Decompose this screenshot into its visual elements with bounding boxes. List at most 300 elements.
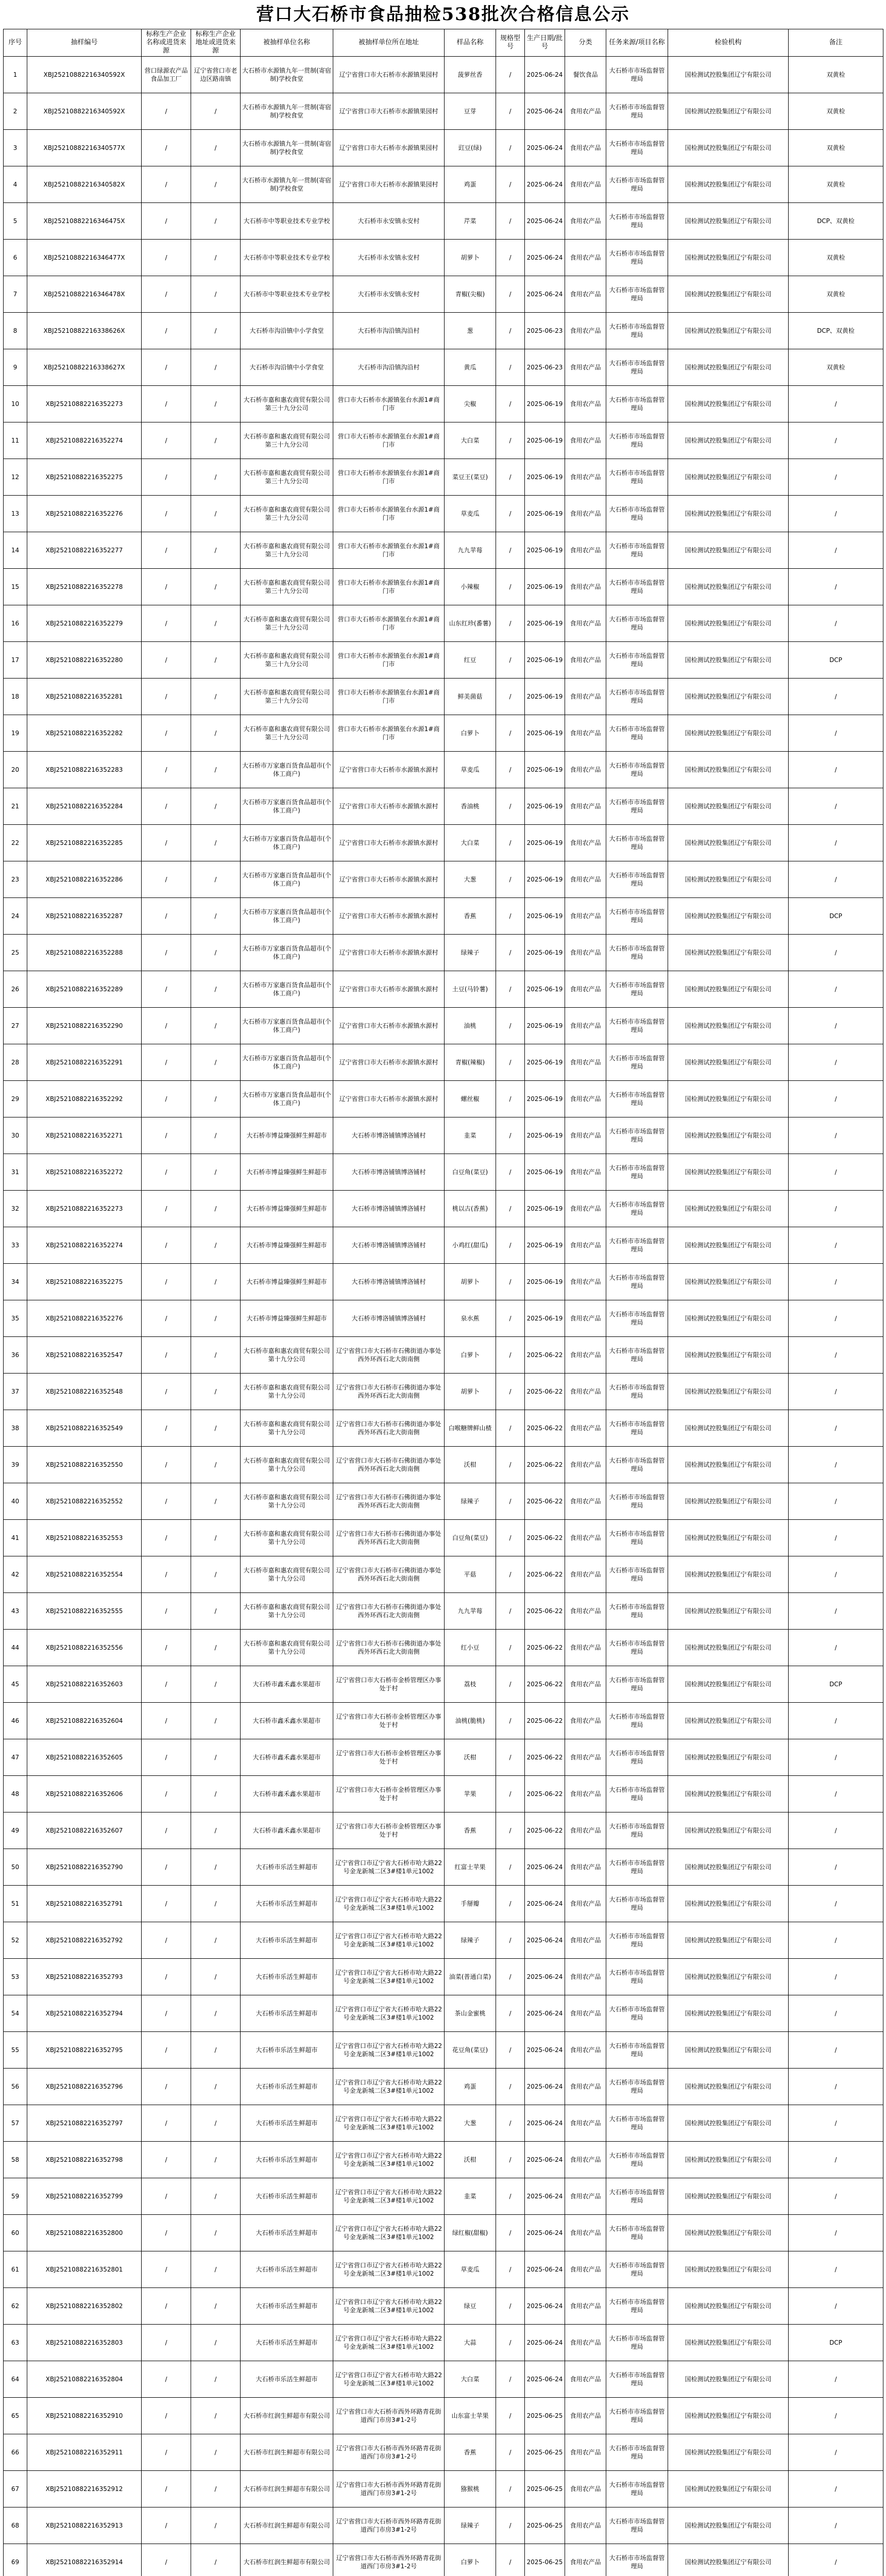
cell-category: 食用农产品 xyxy=(565,313,606,349)
cell-unit-name: 大石桥市万家惠百货食品超市(个体工商户) xyxy=(241,861,333,898)
cell-date: 2025-06-24 xyxy=(525,1959,565,1995)
column-header: 抽样编号 xyxy=(27,29,142,57)
cell-unit-address: 营口市大石桥市水源镇张台水源1#商门市 xyxy=(333,386,445,422)
cell-task: 大石桥市市场监督管理局 xyxy=(606,1227,668,1264)
cell-source-address: / xyxy=(191,1776,241,1812)
cell-source-address: / xyxy=(191,1959,241,1995)
cell-note: / xyxy=(789,1227,883,1264)
cell-spec: / xyxy=(496,459,525,496)
cell-note: / xyxy=(789,2434,883,2471)
cell-source-address: / xyxy=(191,532,241,569)
cell-unit-name: 大石桥市万家惠百货食品超市(个体工商户) xyxy=(241,788,333,825)
cell-seq: 1 xyxy=(4,57,27,93)
cell-seq: 9 xyxy=(4,349,27,386)
cell-source-address: / xyxy=(191,1410,241,1447)
cell-source-name: / xyxy=(142,276,191,313)
cell-sample-code: XBJ25210882216352274 xyxy=(27,1227,142,1264)
table-row xyxy=(4,605,883,642)
cell-spec: / xyxy=(496,2361,525,2398)
cell-note: / xyxy=(789,1081,883,1117)
cell-spec: / xyxy=(496,2471,525,2507)
cell-unit-address: 辽宁省营口市辽宁省大石桥市哈大路22号金龙新城二区3#楼1单元1002 xyxy=(333,2069,445,2105)
cell-unit-name: 大石桥市嘉和惠农商贸有限公司第十九分公司 xyxy=(241,1556,333,1593)
cell-spec: / xyxy=(496,679,525,715)
cell-category: 食用农产品 xyxy=(565,569,606,605)
cell-sample-code: XBJ25210882216352275 xyxy=(27,1264,142,1300)
cell-note: / xyxy=(789,2398,883,2434)
cell-unit-address: 辽宁省营口市大石桥市水源镇果园村 xyxy=(333,93,445,130)
cell-source-name: / xyxy=(142,825,191,861)
cell-unit-name: 大石桥市红润生鲜超市有限公司 xyxy=(241,2544,333,2576)
cell-source-name: / xyxy=(142,1410,191,1447)
cell-source-address: / xyxy=(191,1300,241,1337)
cell-sample-code: XBJ25210882216352289 xyxy=(27,971,142,1008)
cell-source-address: / xyxy=(191,1337,241,1374)
cell-unit-name: 大石桥市万家惠百货食品超市(个体工商户) xyxy=(241,1008,333,1044)
cell-date: 2025-06-19 xyxy=(525,1191,565,1227)
cell-date: 2025-06-22 xyxy=(525,1556,565,1593)
cell-task: 大石桥市市场监督管理局 xyxy=(606,935,668,971)
cell-sample-code: XBJ25210882216352282 xyxy=(27,715,142,752)
table-row xyxy=(4,1300,883,1337)
cell-sample-code: XBJ25210882216352286 xyxy=(27,861,142,898)
cell-sample-code: XBJ25210882216352800 xyxy=(27,2215,142,2251)
results-table xyxy=(3,29,883,2576)
cell-note: / xyxy=(789,1300,883,1337)
cell-seq: 60 xyxy=(4,2215,27,2251)
cell-unit-address: 辽宁省营口市大石桥市水源镇果园村 xyxy=(333,57,445,93)
cell-category: 食用农产品 xyxy=(565,1995,606,2032)
cell-unit-address: 辽宁省营口市大石桥市西外环路青花街道西门市房3#1-2号 xyxy=(333,2544,445,2576)
cell-date: 2025-06-19 xyxy=(525,1044,565,1081)
table-row xyxy=(4,788,883,825)
cell-sample-code: XBJ25210882216352548 xyxy=(27,1374,142,1410)
cell-category: 食用农产品 xyxy=(565,532,606,569)
cell-unit-name: 大石桥市乐活生鲜超市 xyxy=(241,1922,333,1959)
column-header: 被抽样单位名称 xyxy=(241,29,333,57)
cell-source-address: / xyxy=(191,2398,241,2434)
cell-unit-address: 辽宁省营口市大石桥市水源镇水源村 xyxy=(333,971,445,1008)
cell-task: 大石桥市市场监督管理局 xyxy=(606,313,668,349)
table-row xyxy=(4,1922,883,1959)
cell-sample-code: XBJ25210882216352804 xyxy=(27,2361,142,2398)
cell-sample-name: 豇豆(绿) xyxy=(445,130,496,166)
cell-date: 2025-06-22 xyxy=(525,1812,565,1849)
cell-date: 2025-06-24 xyxy=(525,2142,565,2178)
cell-note: / xyxy=(789,459,883,496)
cell-lab: 国检测试控股集团辽宁有限公司 xyxy=(668,569,789,605)
cell-sample-code: XBJ25210882216352547 xyxy=(27,1337,142,1374)
table-row xyxy=(4,2178,883,2215)
cell-lab: 国检测试控股集团辽宁有限公司 xyxy=(668,2434,789,2471)
cell-sample-code: XBJ25210882216352556 xyxy=(27,1630,142,1666)
cell-note: / xyxy=(789,715,883,752)
cell-source-address: / xyxy=(191,1044,241,1081)
cell-category: 食用农产品 xyxy=(565,2471,606,2507)
cell-source-address: / xyxy=(191,1483,241,1520)
cell-lab: 国检测试控股集团辽宁有限公司 xyxy=(668,240,789,276)
cell-source-address: / xyxy=(191,1520,241,1556)
cell-spec: / xyxy=(496,349,525,386)
cell-sample-code: XBJ25210882216352605 xyxy=(27,1739,142,1776)
cell-task: 大石桥市市场监督管理局 xyxy=(606,2544,668,2576)
cell-source-address: / xyxy=(191,2251,241,2288)
cell-category: 食用农产品 xyxy=(565,1410,606,1447)
cell-lab: 国检测试控股集团辽宁有限公司 xyxy=(668,496,789,532)
cell-unit-address: 辽宁省营口市大石桥市金桥管理区办事处于村 xyxy=(333,1776,445,1812)
cell-source-address: / xyxy=(191,130,241,166)
cell-source-name: / xyxy=(142,1703,191,1739)
cell-source-name: / xyxy=(142,1886,191,1922)
cell-category: 食用农产品 xyxy=(565,2507,606,2544)
cell-lab: 国检测试控股集团辽宁有限公司 xyxy=(668,203,789,240)
cell-unit-address: 辽宁省营口市辽宁省大石桥市哈大路22号金龙新城二区3#楼1单元1002 xyxy=(333,2215,445,2251)
cell-unit-address: 营口市大石桥市水源镇张台水源1#商门市 xyxy=(333,496,445,532)
cell-source-address: / xyxy=(191,642,241,679)
cell-spec: / xyxy=(496,1849,525,1886)
cell-note: DCP xyxy=(789,898,883,935)
cell-date: 2025-06-19 xyxy=(525,459,565,496)
cell-source-address: / xyxy=(191,1593,241,1630)
cell-spec: / xyxy=(496,313,525,349)
cell-sample-name: 香油桃 xyxy=(445,788,496,825)
cell-task: 大石桥市市场监督管理局 xyxy=(606,1739,668,1776)
cell-unit-address: 大石桥市永安镇永安村 xyxy=(333,203,445,240)
cell-sample-code: XBJ25210882216352276 xyxy=(27,496,142,532)
table-row xyxy=(4,496,883,532)
cell-source-address: / xyxy=(191,203,241,240)
cell-source-name: / xyxy=(142,2325,191,2361)
cell-unit-address: 辽宁省营口市大石桥市石佛街道办事处西外环西石北大街南侧 xyxy=(333,1556,445,1593)
cell-seq: 17 xyxy=(4,642,27,679)
cell-seq: 12 xyxy=(4,459,27,496)
cell-spec: / xyxy=(496,1776,525,1812)
cell-task: 大石桥市市场监督管理局 xyxy=(606,679,668,715)
cell-seq: 52 xyxy=(4,1922,27,1959)
cell-note: / xyxy=(789,935,883,971)
cell-sample-code: XBJ25210882216352604 xyxy=(27,1703,142,1739)
cell-task: 大石桥市市场监督管理局 xyxy=(606,276,668,313)
cell-spec: / xyxy=(496,2398,525,2434)
table-row xyxy=(4,715,883,752)
cell-sample-name: 山东富士苹果 xyxy=(445,2398,496,2434)
cell-date: 2025-06-19 xyxy=(525,386,565,422)
table-row xyxy=(4,1776,883,1812)
cell-seq: 4 xyxy=(4,166,27,203)
cell-lab: 国检测试控股集团辽宁有限公司 xyxy=(668,386,789,422)
cell-sample-name: 九九苹莓 xyxy=(445,532,496,569)
cell-sample-name: 白豆角(菜豆) xyxy=(445,1154,496,1191)
cell-category: 食用农产品 xyxy=(565,1556,606,1593)
cell-unit-name: 大石桥市博益臻强鲜生鲜超市 xyxy=(241,1300,333,1337)
cell-task: 大石桥市市场监督管理局 xyxy=(606,1337,668,1374)
cell-seq: 55 xyxy=(4,2032,27,2069)
cell-source-name: / xyxy=(142,569,191,605)
cell-task: 大石桥市市场监督管理局 xyxy=(606,1044,668,1081)
cell-sample-name: 鸡蛋 xyxy=(445,166,496,203)
cell-task: 大石桥市市场监督管理局 xyxy=(606,2178,668,2215)
cell-note: 双黄检 xyxy=(789,57,883,93)
column-header: 标称生产企业地址或进货来源 xyxy=(191,29,241,57)
table-row xyxy=(4,971,883,1008)
cell-date: 2025-06-22 xyxy=(525,1593,565,1630)
cell-task: 大石桥市市场监督管理局 xyxy=(606,1666,668,1703)
cell-date: 2025-06-19 xyxy=(525,1008,565,1044)
cell-sample-name: 红富士苹果 xyxy=(445,1849,496,1886)
cell-unit-name: 大石桥市万家惠百货食品超市(个体工商户) xyxy=(241,935,333,971)
cell-task: 大石桥市市场监督管理局 xyxy=(606,1556,668,1593)
cell-category: 食用农产品 xyxy=(565,422,606,459)
cell-task: 大石桥市市场监督管理局 xyxy=(606,349,668,386)
cell-unit-address: 营口市大石桥市水源镇张台水源1#商门市 xyxy=(333,422,445,459)
cell-task: 大石桥市市场监督管理局 xyxy=(606,422,668,459)
cell-date: 2025-06-25 xyxy=(525,2544,565,2576)
cell-unit-address: 营口市大石桥市水源镇张台水源1#商门市 xyxy=(333,605,445,642)
cell-spec: / xyxy=(496,2032,525,2069)
cell-unit-name: 大石桥市红润生鲜超市有限公司 xyxy=(241,2434,333,2471)
cell-unit-name: 大石桥市沟沿镇中小学食堂 xyxy=(241,313,333,349)
cell-unit-name: 大石桥市万家惠百货食品超市(个体工商户) xyxy=(241,1081,333,1117)
cell-lab: 国检测试控股集团辽宁有限公司 xyxy=(668,2251,789,2288)
table-row xyxy=(4,386,883,422)
cell-unit-address: 辽宁省营口市大石桥市石佛街道办事处西外环西石北大街南侧 xyxy=(333,1593,445,1630)
cell-sample-name: 土豆(马铃薯) xyxy=(445,971,496,1008)
cell-date: 2025-06-22 xyxy=(525,1337,565,1374)
cell-spec: / xyxy=(496,2325,525,2361)
cell-sample-name: 韭菜 xyxy=(445,2178,496,2215)
cell-task: 大石桥市市场监督管理局 xyxy=(606,2288,668,2325)
cell-source-address: / xyxy=(191,2032,241,2069)
cell-unit-address: 辽宁省营口市大石桥市石佛街道办事处西外环西石北大街南侧 xyxy=(333,1374,445,1410)
cell-lab: 国检测试控股集团辽宁有限公司 xyxy=(668,1117,789,1154)
cell-spec: / xyxy=(496,1520,525,1556)
cell-unit-name: 大石桥市万家惠百货食品超市(个体工商户) xyxy=(241,752,333,788)
cell-note: / xyxy=(789,2361,883,2398)
cell-seq: 23 xyxy=(4,861,27,898)
cell-note: / xyxy=(789,1849,883,1886)
cell-sample-code: XBJ25210882216352798 xyxy=(27,2142,142,2178)
cell-spec: / xyxy=(496,715,525,752)
cell-unit-name: 大石桥市嘉和惠农商贸有限公司第三十九分公司 xyxy=(241,422,333,459)
cell-note: / xyxy=(789,569,883,605)
cell-sample-code: XBJ25210882216352288 xyxy=(27,935,142,971)
table-row xyxy=(4,1154,883,1191)
cell-sample-name: 绿辣子 xyxy=(445,2507,496,2544)
cell-category: 食用农产品 xyxy=(565,2105,606,2142)
cell-unit-address: 辽宁省营口市大石桥市金桥管理区办事处于村 xyxy=(333,1666,445,1703)
cell-note: / xyxy=(789,2069,883,2105)
table-row xyxy=(4,1812,883,1849)
cell-unit-address: 辽宁省营口市大石桥市西外环路青花街道西门市房3#1-2号 xyxy=(333,2434,445,2471)
cell-source-name: / xyxy=(142,605,191,642)
cell-task: 大石桥市市场监督管理局 xyxy=(606,2398,668,2434)
cell-source-address: / xyxy=(191,679,241,715)
cell-lab: 国检测试控股集团辽宁有限公司 xyxy=(668,1264,789,1300)
cell-unit-name: 大石桥市博益臻强鲜生鲜超市 xyxy=(241,1264,333,1300)
cell-lab: 国检测试控股集团辽宁有限公司 xyxy=(668,2325,789,2361)
table-row xyxy=(4,1995,883,2032)
cell-sample-name: 茶山金蜜桃 xyxy=(445,1995,496,2032)
cell-unit-name: 大石桥市嘉和惠农商贸有限公司第三十九分公司 xyxy=(241,605,333,642)
cell-source-address: / xyxy=(191,1374,241,1410)
cell-sample-name: 大葱 xyxy=(445,2105,496,2142)
cell-sample-name: 香蕉 xyxy=(445,898,496,935)
cell-unit-address: 辽宁省营口市大石桥市西外环路青花街道西门市房3#1-2号 xyxy=(333,2398,445,2434)
cell-date: 2025-06-19 xyxy=(525,1227,565,1264)
cell-source-name: / xyxy=(142,1959,191,1995)
cell-sample-name: 香蕉 xyxy=(445,1812,496,1849)
cell-note: / xyxy=(789,1776,883,1812)
cell-source-name: / xyxy=(142,1776,191,1812)
cell-unit-address: 辽宁省营口市大石桥市石佛街道办事处西外环西石北大街南侧 xyxy=(333,1630,445,1666)
cell-sample-code: XBJ25210882216352797 xyxy=(27,2105,142,2142)
cell-lab: 国检测试控股集团辽宁有限公司 xyxy=(668,1666,789,1703)
cell-sample-code: XBJ25210882216352274 xyxy=(27,422,142,459)
cell-unit-name: 大石桥市鑫禾鑫水果超市 xyxy=(241,1812,333,1849)
cell-date: 2025-06-22 xyxy=(525,1447,565,1483)
cell-seq: 67 xyxy=(4,2471,27,2507)
cell-note: / xyxy=(789,496,883,532)
cell-unit-name: 大石桥市乐活生鲜超市 xyxy=(241,2032,333,2069)
table-row xyxy=(4,276,883,313)
cell-seq: 57 xyxy=(4,2105,27,2142)
cell-sample-code: XBJ25210882216352796 xyxy=(27,2069,142,2105)
cell-task: 大石桥市市场监督管理局 xyxy=(606,1849,668,1886)
cell-unit-name: 大石桥市乐活生鲜超市 xyxy=(241,2215,333,2251)
cell-date: 2025-06-25 xyxy=(525,2507,565,2544)
cell-source-name: / xyxy=(142,2142,191,2178)
cell-task: 大石桥市市场监督管理局 xyxy=(606,1959,668,1995)
cell-source-address: / xyxy=(191,861,241,898)
cell-seq: 5 xyxy=(4,203,27,240)
cell-unit-name: 大石桥市乐活生鲜超市 xyxy=(241,1995,333,2032)
cell-source-address: / xyxy=(191,569,241,605)
cell-task: 大石桥市市场监督管理局 xyxy=(606,2215,668,2251)
cell-source-address: / xyxy=(191,496,241,532)
cell-category: 食用农产品 xyxy=(565,203,606,240)
cell-seq: 47 xyxy=(4,1739,27,1776)
cell-unit-name: 大石桥市中等职业技术专业学校 xyxy=(241,203,333,240)
table-row xyxy=(4,130,883,166)
cell-source-address: / xyxy=(191,422,241,459)
cell-source-address: / xyxy=(191,788,241,825)
cell-seq: 69 xyxy=(4,2544,27,2576)
cell-source-name: / xyxy=(142,1447,191,1483)
cell-sample-name: 平菇 xyxy=(445,1556,496,1593)
cell-category: 食用农产品 xyxy=(565,1593,606,1630)
table-row xyxy=(4,1264,883,1300)
cell-task: 大石桥市市场监督管理局 xyxy=(606,459,668,496)
cell-lab: 国检测试控股集团辽宁有限公司 xyxy=(668,1227,789,1264)
cell-category: 食用农产品 xyxy=(565,1483,606,1520)
table-row xyxy=(4,1337,883,1374)
cell-source-address: / xyxy=(191,1886,241,1922)
cell-seq: 16 xyxy=(4,605,27,642)
cell-source-address: / xyxy=(191,2215,241,2251)
cell-seq: 6 xyxy=(4,240,27,276)
table-row xyxy=(4,2142,883,2178)
cell-sample-name: 白萝卜 xyxy=(445,2544,496,2576)
cell-category: 食用农产品 xyxy=(565,679,606,715)
cell-lab: 国检测试控股集团辽宁有限公司 xyxy=(668,752,789,788)
table-row xyxy=(4,1703,883,1739)
cell-seq: 26 xyxy=(4,971,27,1008)
cell-category: 食用农产品 xyxy=(565,166,606,203)
cell-task: 大石桥市市场监督管理局 xyxy=(606,1593,668,1630)
cell-date: 2025-06-24 xyxy=(525,2105,565,2142)
cell-seq: 27 xyxy=(4,1008,27,1044)
table-row xyxy=(4,532,883,569)
cell-note: 双黄检 xyxy=(789,130,883,166)
cell-source-name: / xyxy=(142,2398,191,2434)
cell-task: 大石桥市市场监督管理局 xyxy=(606,2507,668,2544)
table-row xyxy=(4,1410,883,1447)
cell-lab: 国检测试控股集团辽宁有限公司 xyxy=(668,1593,789,1630)
cell-category: 食用农产品 xyxy=(565,898,606,935)
cell-source-address: / xyxy=(191,715,241,752)
cell-date: 2025-06-22 xyxy=(525,1630,565,1666)
column-header: 备注 xyxy=(789,29,883,57)
cell-lab: 国检测试控股集团辽宁有限公司 xyxy=(668,1959,789,1995)
cell-unit-name: 大石桥市红润生鲜超市有限公司 xyxy=(241,2507,333,2544)
cell-spec: / xyxy=(496,2507,525,2544)
cell-unit-address: 辽宁省营口市大石桥市石佛街道办事处西外环西石北大街南侧 xyxy=(333,1447,445,1483)
cell-spec: / xyxy=(496,861,525,898)
cell-source-name: / xyxy=(142,715,191,752)
cell-seq: 11 xyxy=(4,422,27,459)
cell-source-name: / xyxy=(142,935,191,971)
table-row xyxy=(4,349,883,386)
cell-source-name: / xyxy=(142,93,191,130)
cell-source-name: / xyxy=(142,1264,191,1300)
cell-date: 2025-06-22 xyxy=(525,1666,565,1703)
cell-source-address: / xyxy=(191,1227,241,1264)
cell-unit-name: 大石桥市万家惠百货食品超市(个体工商户) xyxy=(241,1044,333,1081)
cell-sample-name: 白萝卜 xyxy=(445,715,496,752)
cell-sample-name: 花豆角(菜豆) xyxy=(445,2032,496,2069)
cell-date: 2025-06-19 xyxy=(525,532,565,569)
cell-source-address: / xyxy=(191,2507,241,2544)
cell-category: 食用农产品 xyxy=(565,1374,606,1410)
cell-seq: 33 xyxy=(4,1227,27,1264)
cell-task: 大石桥市市场监督管理局 xyxy=(606,1703,668,1739)
cell-sample-code: XBJ25210882216352275 xyxy=(27,459,142,496)
cell-unit-address: 营口市大石桥市水源镇张台水源1#商门市 xyxy=(333,569,445,605)
cell-category: 食用农产品 xyxy=(565,1739,606,1776)
cell-sample-code: XBJ25210882216338627X xyxy=(27,349,142,386)
cell-task: 大石桥市市场监督管理局 xyxy=(606,57,668,93)
cell-sample-code: XBJ25210882216352790 xyxy=(27,1849,142,1886)
cell-sample-code: XBJ25210882216352801 xyxy=(27,2251,142,2288)
cell-category: 食用农产品 xyxy=(565,1117,606,1154)
cell-task: 大石桥市市场监督管理局 xyxy=(606,93,668,130)
cell-unit-address: 辽宁省营口市辽宁省大石桥市哈大路22号金龙新城二区3#楼1单元1002 xyxy=(333,2361,445,2398)
cell-spec: / xyxy=(496,2178,525,2215)
cell-spec: / xyxy=(496,935,525,971)
cell-unit-address: 大石桥市博洛铺镇博洛铺村 xyxy=(333,1117,445,1154)
cell-seq: 18 xyxy=(4,679,27,715)
cell-spec: / xyxy=(496,166,525,203)
cell-source-address: / xyxy=(191,2434,241,2471)
cell-task: 大石桥市市场监督管理局 xyxy=(606,1300,668,1337)
cell-note: 双黄检 xyxy=(789,166,883,203)
cell-date: 2025-06-23 xyxy=(525,349,565,386)
cell-sample-name: 沃柑 xyxy=(445,1447,496,1483)
cell-spec: / xyxy=(496,788,525,825)
cell-spec: / xyxy=(496,2434,525,2471)
cell-note: / xyxy=(789,679,883,715)
cell-category: 食用农产品 xyxy=(565,349,606,386)
